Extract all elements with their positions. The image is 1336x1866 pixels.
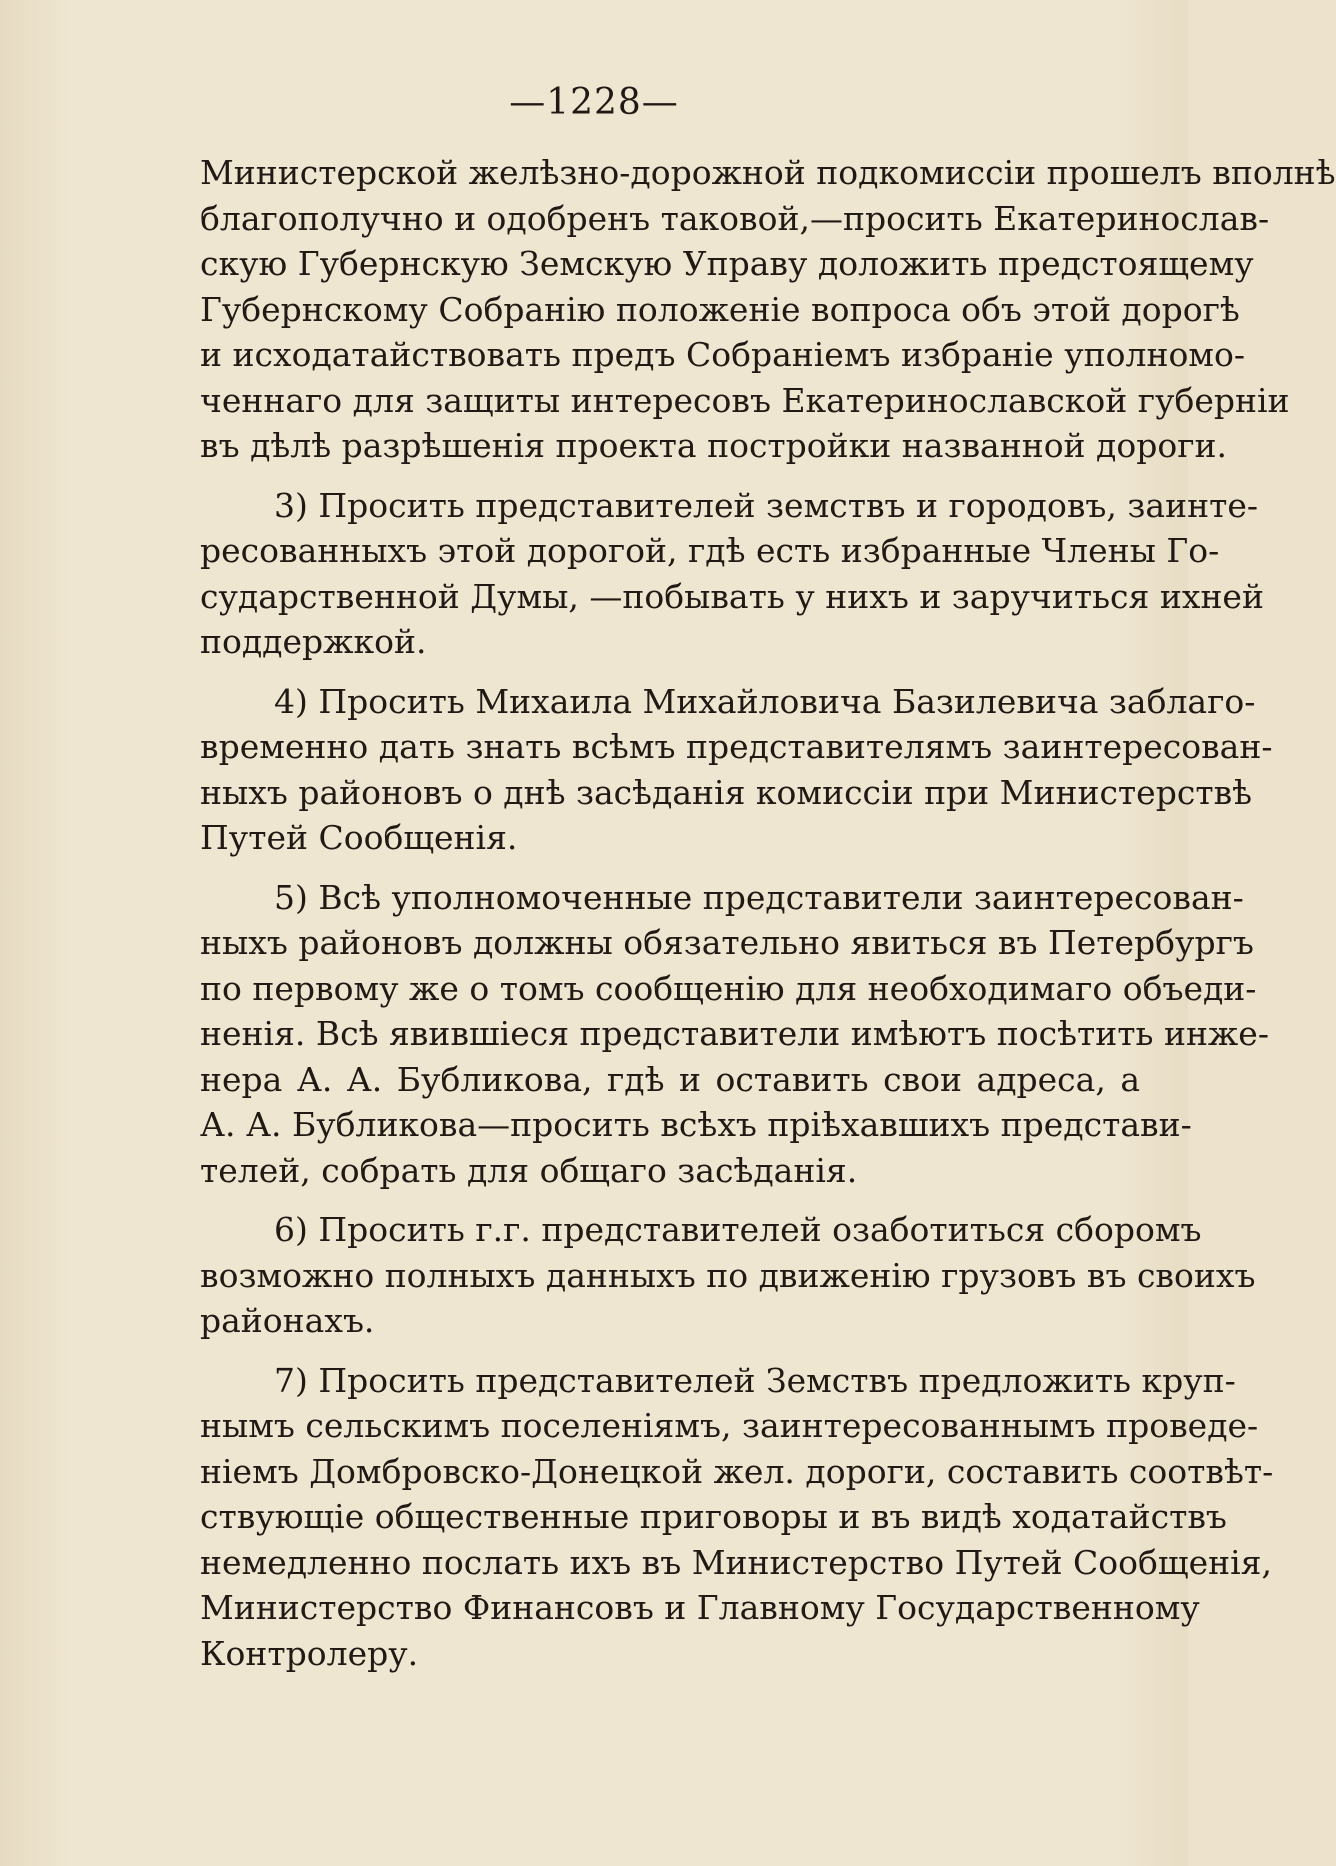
text-line: нера А. А. Бубликова, гдѣ и оставить свои адреса, а [200,1059,1140,1099]
text-line: нымъ сельскимъ поселеніямъ, заинтересованнымъ проведе- [200,1406,1259,1445]
text-line: ніемъ Домбровско-Донецкой жел. дороги, составить соотвѣт- [200,1451,1274,1491]
paragraph-item-4 [200,679,1273,861]
paragraph-continuation [200,150,1336,469]
text-line: ресованныхъ этой дорогой, гдѣ есть избранные Члены Го- [200,531,1220,570]
text-line: въ дѣлѣ разрѣшенія проекта постройки названной дороги. [200,426,1227,465]
body-text [200,150,1336,1676]
paragraph-item-7 [200,1358,1274,1677]
text-line: Губернскому Собранію положеніе вопроса объ этой дорогѣ [200,289,1240,329]
text-line: поддержкой. [200,622,427,661]
text-line: 3) Просить представителей земствъ и городовъ, заинте- [274,485,1259,525]
text-line: скую Губернскую Земскую Управу доложить предстоящему [200,244,1254,283]
text-line: Министерской желѣзно-дорожной подкомиссіи прошелъ вполнѣ [200,153,1336,192]
text-line: 7) Просить представителей Земствъ предложить круп- [274,1360,1236,1400]
text-line: телей, собрать для общаго засѣданія. [200,1150,858,1190]
text-line: ныхъ районовъ о днѣ засѣданія комиссіи при Министерствѣ [200,772,1253,812]
text-line: ченнаго для защиты интересовъ Екатеринославской губерніи [200,380,1290,420]
text-line: благополучно и одобренъ таковой,—просить Екатеринослав- [200,198,1270,238]
text-line: ныхъ районовъ должны обязательно явиться въ Петербургъ [200,923,1254,962]
text-line: Путей Сообщенія. [200,818,518,857]
text-line: 6) Просить г.г. представителей озаботиться сборомъ [274,1210,1202,1249]
text-line: Министерство Финансовъ и Главному Государственному [200,1588,1200,1627]
paragraph-item-6 [200,1207,1256,1344]
text-line: ствующіе общественные приговоры и въ видѣ ходатайствъ [200,1497,1227,1536]
text-line: возможно полныхъ данныхъ по движенію грузовъ въ своихъ [200,1255,1256,1295]
text-line: немедленно послать ихъ въ Министерство Путей Сообщенія, [200,1542,1272,1582]
text-line: районахъ. [200,1301,375,1340]
text-line: ненія. Всѣ явившіеся представители имѣютъ посѣтить инже- [200,1014,1269,1053]
text-line: по первому же о томъ сообщенію для необходимаго объеди- [200,968,1257,1008]
text-line: временно дать знать всѣмъ представителямъ заинтересован- [200,727,1273,766]
page-number: —1228— [509,82,679,123]
paragraph-item-3 [200,483,1264,665]
text-line: А. А. Бубликова—просить всѣхъ пріѣхавшихъ представи- [200,1105,1192,1144]
paragraph-item-5 [200,875,1269,1194]
text-line: и исходатайствовать предъ Собраніемъ избраніе уполномо- [200,335,1245,374]
text-line: 4) Просить Михаила Михайловича Базилевича заблаго- [274,681,1256,721]
text-line: сударственной Думы, —побывать у нихъ и заручиться ихней [200,576,1264,616]
text-line: 5) Всѣ уполномоченные представители заинтересован- [274,877,1244,917]
text-line: Контролеру. [200,1633,419,1673]
